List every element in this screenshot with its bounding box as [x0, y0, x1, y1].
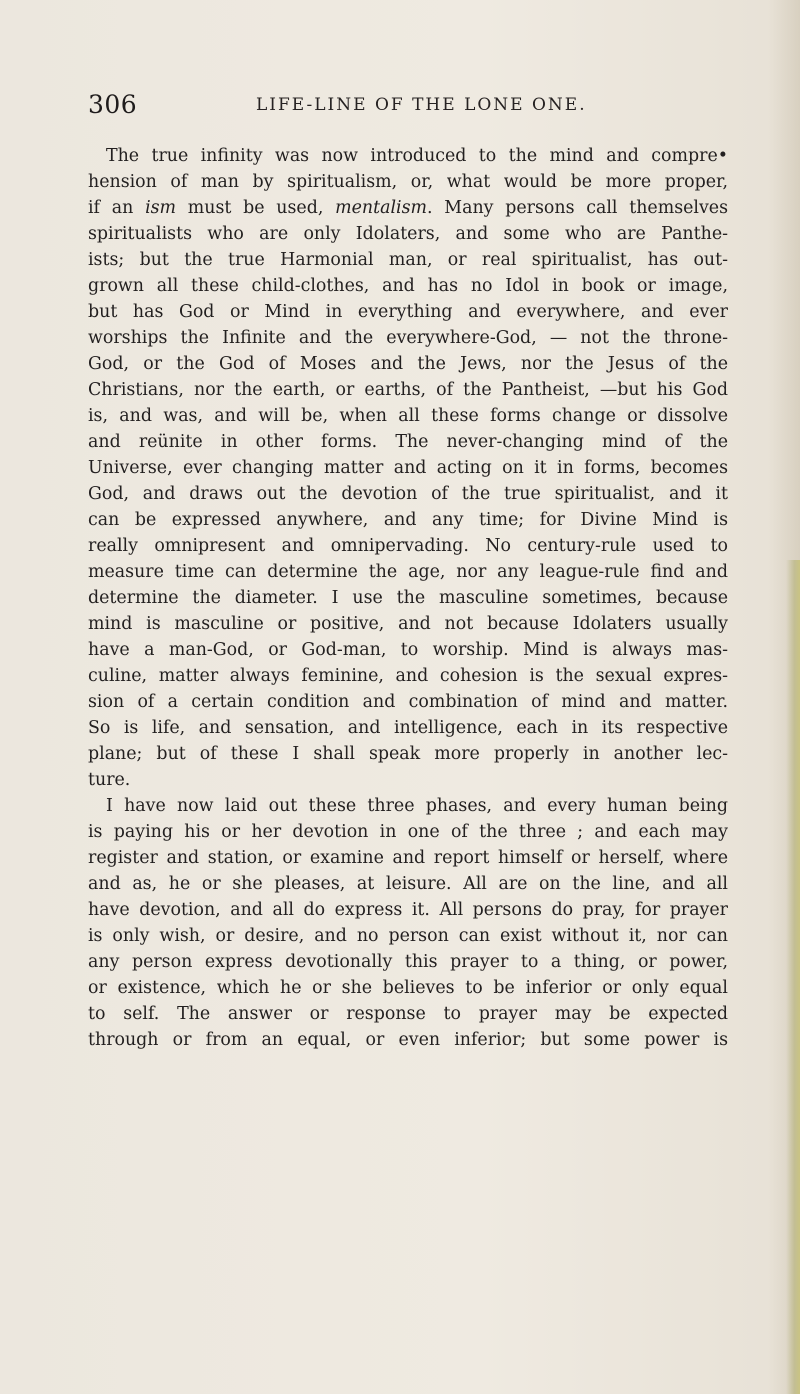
- running-head: LIFE-LINE OF THE LONE ONE.: [256, 95, 587, 115]
- text-line: and as, he or she pleases, at leisure. All are on the line, and all: [88, 874, 728, 894]
- text-line: measure time can determine the age, nor any league-rule find and: [88, 562, 728, 582]
- text-line: can be expressed anywhere, and any time; for Divine Mind is: [88, 510, 728, 530]
- text-line: ists; but the true Harmonial man, or real spiritualist, has out-: [88, 250, 728, 270]
- text-line: So is life, and sensation, and intelligence, each in its respective: [88, 718, 728, 738]
- text-line: or existence, which he or she believes to be inferior or only equal: [88, 978, 728, 998]
- body-text: [88, 143, 728, 1053]
- text-line: God, or the God of Moses and the Jews, nor the Jesus of the: [88, 354, 728, 374]
- paragraph: [88, 793, 728, 1053]
- text-line: The true infinity was now introduced to the mind and compre•: [106, 146, 728, 166]
- text-line: determine the diameter. I use the masculine sometimes, because: [88, 588, 728, 608]
- text-line: have a man-God, or God-man, to worship. Mind is always mas-: [88, 640, 728, 660]
- text-line: Christians, nor the earth, or earths, of the Pantheist, —but his God: [88, 380, 728, 400]
- text-line: sion of a certain condition and combination of mind and matter.: [88, 692, 728, 712]
- text-line: I have now laid out these three phases, and every human being: [106, 796, 728, 816]
- text-line: register and station, or examine and report himself or herself, where: [88, 848, 728, 868]
- text-line: have devotion, and all do express it. All persons do pray, for prayer: [88, 900, 728, 920]
- text-line: is only wish, or desire, and no person can exist without it, nor can: [88, 926, 728, 946]
- text-line: to self. The answer or response to prayer may be expected: [88, 1004, 728, 1024]
- text-line: hension of man by spiritualism, or, what would be more proper,: [88, 172, 728, 192]
- text-line: God, and draws out the devotion of the true spiritualist, and it: [88, 484, 728, 504]
- text-line: but has God or Mind in everything and everywhere, and ever: [88, 302, 728, 322]
- page-number: 306: [88, 90, 138, 119]
- text-line: Universe, ever changing matter and acting on it in forms, becomes: [88, 458, 728, 478]
- text-line: ture.: [88, 770, 131, 790]
- text-line: is paying his or her devotion in one of the three ; and each may: [88, 822, 728, 842]
- text-line: grown all these child-clothes, and has no Idol in book or image,: [88, 276, 728, 296]
- text-line: if an ism must be used, mentalism. Many persons call themselves: [88, 198, 729, 218]
- text-line: plane; but of these I shall speak more properly in another lec-: [88, 744, 728, 764]
- text-line: through or from an equal, or even inferior; but some power is: [88, 1030, 728, 1050]
- page-header: [88, 90, 728, 124]
- text-line: worships the Infinite and the everywhere-God, — not the throne-: [88, 328, 728, 348]
- text-line: really omnipresent and omnipervading. No century-rule used to: [88, 536, 728, 556]
- page-edge-shading: [786, 560, 800, 1394]
- paragraph: [88, 143, 728, 793]
- paragraphs: [88, 143, 728, 1053]
- text-line: any person express devotionally this prayer to a thing, or power,: [88, 952, 728, 972]
- text-line: spiritualists who are only Idolaters, and some who are Panthe-: [88, 224, 728, 244]
- text-line: culine, matter always feminine, and cohesion is the sexual expres-: [88, 666, 728, 686]
- text-line: is, and was, and will be, when all these forms change or dissolve: [88, 406, 728, 426]
- text-line: and reünite in other forms. The never-changing mind of the: [88, 432, 728, 452]
- text-line: mind is masculine or positive, and not because Idolaters usually: [88, 614, 728, 634]
